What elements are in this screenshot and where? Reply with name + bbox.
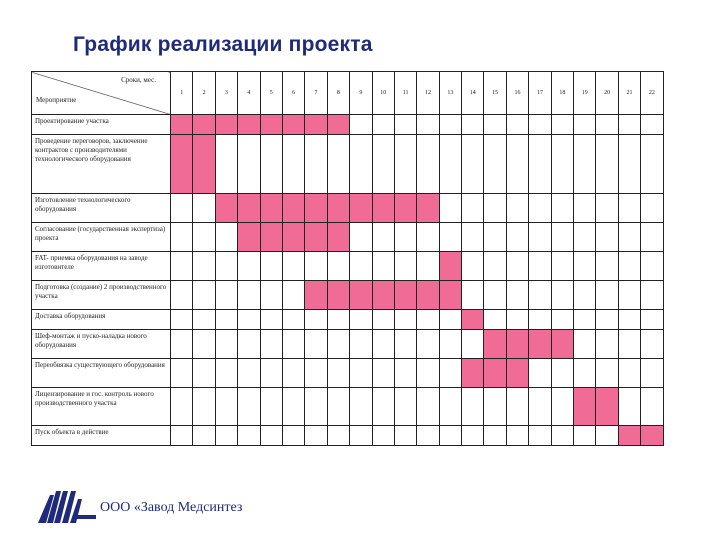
gantt-empty-cell [551, 310, 573, 330]
task-name: Шеф-монтаж и пуско-наладка нового оборудования [32, 330, 171, 359]
gantt-empty-cell [462, 135, 484, 194]
gantt-empty-cell [462, 252, 484, 281]
month-header-9: 9 [350, 72, 372, 115]
gantt-bar-cell [305, 115, 327, 135]
gantt-empty-cell [439, 223, 461, 252]
gantt-empty-cell [372, 252, 394, 281]
gantt-empty-cell [506, 252, 528, 281]
gantt-bar-cell [305, 223, 327, 252]
task-row [32, 426, 664, 446]
gantt-bar-cell [260, 223, 282, 252]
month-header-3: 3 [215, 72, 237, 115]
gantt-empty-cell [327, 359, 349, 388]
month-header-22: 22 [641, 72, 663, 115]
gantt-empty-cell [305, 310, 327, 330]
gantt-empty-cell [327, 388, 349, 426]
gantt-bar-cell [596, 388, 618, 426]
gantt-empty-cell [596, 194, 618, 223]
gantt-bar-cell [282, 223, 304, 252]
gantt-bar-cell [305, 281, 327, 310]
gantt-bar-cell [439, 281, 461, 310]
gantt-empty-cell [618, 330, 640, 359]
gantt-empty-cell [260, 252, 282, 281]
gantt-empty-cell [327, 330, 349, 359]
gantt-empty-cell [193, 252, 215, 281]
gantt-empty-cell [506, 115, 528, 135]
month-header-2: 2 [193, 72, 215, 115]
month-header-20: 20 [596, 72, 618, 115]
gantt-bar-cell [305, 194, 327, 223]
gantt-empty-cell [394, 115, 416, 135]
gantt-empty-cell [238, 310, 260, 330]
gantt-bar-cell [551, 330, 573, 359]
gantt-empty-cell [417, 252, 439, 281]
gantt-empty-cell [641, 252, 663, 281]
gantt-empty-cell [350, 252, 372, 281]
gantt-empty-cell [193, 359, 215, 388]
month-header-10: 10 [372, 72, 394, 115]
gantt-empty-cell [506, 310, 528, 330]
gantt-empty-cell [618, 281, 640, 310]
gantt-bar-cell [238, 223, 260, 252]
gantt-empty-cell [529, 281, 551, 310]
gantt-empty-cell [215, 330, 237, 359]
gantt-empty-cell [394, 426, 416, 446]
gantt-empty-cell [484, 426, 506, 446]
month-header-8: 8 [327, 72, 349, 115]
gantt-empty-cell [529, 359, 551, 388]
gantt-empty-cell [193, 426, 215, 446]
gantt-empty-cell [551, 359, 573, 388]
gantt-empty-cell [417, 310, 439, 330]
gantt-empty-cell [215, 426, 237, 446]
gantt-empty-cell [193, 330, 215, 359]
gantt-empty-cell [462, 223, 484, 252]
gantt-empty-cell [394, 135, 416, 194]
gantt-bar-cell [462, 359, 484, 388]
gantt-empty-cell [618, 359, 640, 388]
gantt-empty-cell [372, 310, 394, 330]
gantt-empty-cell [574, 426, 596, 446]
gantt-bar-cell [215, 115, 237, 135]
gantt-bar-cell [327, 223, 349, 252]
gantt-empty-cell [417, 135, 439, 194]
gantt-empty-cell [215, 135, 237, 194]
gantt-empty-cell [282, 426, 304, 446]
gantt-empty-cell [506, 281, 528, 310]
gantt-empty-cell [462, 330, 484, 359]
gantt-bar-cell [171, 135, 193, 194]
task-name: Проектирование участка [32, 115, 171, 135]
month-header-5: 5 [260, 72, 282, 115]
gantt-empty-cell [238, 135, 260, 194]
gantt-empty-cell [327, 310, 349, 330]
gantt-empty-cell [462, 426, 484, 446]
gantt-empty-cell [417, 388, 439, 426]
gantt-empty-cell [193, 194, 215, 223]
gantt-bar-cell [350, 281, 372, 310]
gantt-bar-cell [238, 194, 260, 223]
gantt-bar-cell [372, 281, 394, 310]
gantt-empty-cell [417, 426, 439, 446]
gantt-bar-cell [574, 388, 596, 426]
gantt-empty-cell [439, 359, 461, 388]
gantt-empty-cell [574, 135, 596, 194]
month-header-16: 16 [506, 72, 528, 115]
medsintez-logo [38, 489, 96, 523]
gantt-bar-cell [260, 115, 282, 135]
gantt-empty-cell [484, 281, 506, 310]
gantt-empty-cell [260, 330, 282, 359]
gantt-bar-cell [394, 281, 416, 310]
gantt-empty-cell [574, 310, 596, 330]
gantt-empty-cell [215, 281, 237, 310]
task-name: Изготовление технологического оборудования [32, 194, 171, 223]
gantt-empty-cell [417, 330, 439, 359]
gantt-empty-cell [260, 135, 282, 194]
gantt-bar-cell [439, 252, 461, 281]
gantt-empty-cell [551, 281, 573, 310]
gantt-empty-cell [305, 359, 327, 388]
gantt-empty-cell [171, 359, 193, 388]
month-header-1: 1 [171, 72, 193, 115]
task-row [32, 330, 664, 359]
header-terms-label: Сроки, мес. [121, 76, 156, 84]
gantt-empty-cell [529, 388, 551, 426]
gantt-empty-cell [215, 388, 237, 426]
gantt-empty-cell [260, 281, 282, 310]
gantt-empty-cell [574, 223, 596, 252]
gantt-empty-cell [260, 310, 282, 330]
gantt-empty-cell [439, 426, 461, 446]
gantt-empty-cell [282, 359, 304, 388]
gantt-empty-cell [529, 223, 551, 252]
month-header-21: 21 [618, 72, 640, 115]
gantt-empty-cell [551, 252, 573, 281]
gantt-empty-cell [215, 359, 237, 388]
gantt-bar-cell [417, 281, 439, 310]
gantt-bar-cell [327, 194, 349, 223]
task-name: Подготовка (создание) 2 производственного участка [32, 281, 171, 310]
gantt-empty-cell [484, 194, 506, 223]
gantt-bar-cell [417, 194, 439, 223]
month-header-19: 19 [574, 72, 596, 115]
month-header-13: 13 [439, 72, 461, 115]
header-row [32, 72, 664, 115]
gantt-empty-cell [596, 330, 618, 359]
gantt-empty-cell [529, 252, 551, 281]
gantt-empty-cell [394, 310, 416, 330]
gantt-bar-cell [618, 426, 640, 446]
gantt-empty-cell [238, 281, 260, 310]
gantt-empty-cell [484, 310, 506, 330]
gantt-empty-cell [394, 359, 416, 388]
gantt-bar-cell [506, 330, 528, 359]
gantt-empty-cell [641, 194, 663, 223]
task-row [32, 310, 664, 330]
company-name: ООО «Завод Медсинтез [100, 500, 243, 515]
gantt-bar-cell [215, 194, 237, 223]
gantt-empty-cell [260, 359, 282, 388]
gantt-empty-cell [372, 359, 394, 388]
gantt-empty-cell [260, 426, 282, 446]
gantt-bar-cell [282, 194, 304, 223]
gantt-empty-cell [305, 388, 327, 426]
header-events-label: Мероприятие [36, 96, 77, 104]
gantt-empty-cell [282, 330, 304, 359]
gantt-empty-cell [350, 359, 372, 388]
task-name: FAT- приемка оборудования на заводе изготовителе [32, 252, 171, 281]
gantt-empty-cell [350, 426, 372, 446]
gantt-empty-cell [551, 223, 573, 252]
gantt-empty-cell [529, 194, 551, 223]
gantt-empty-cell [484, 223, 506, 252]
gantt-empty-cell [372, 115, 394, 135]
gantt-bar-cell [193, 135, 215, 194]
task-row [32, 223, 664, 252]
month-header-4: 4 [238, 72, 260, 115]
gantt-empty-cell [439, 194, 461, 223]
gantt-empty-cell [618, 252, 640, 281]
gantt-empty-cell [462, 115, 484, 135]
month-header-17: 17 [529, 72, 551, 115]
gantt-empty-cell [350, 223, 372, 252]
gantt-empty-cell [618, 115, 640, 135]
month-header-6: 6 [282, 72, 304, 115]
gantt-empty-cell [439, 135, 461, 194]
gantt-empty-cell [171, 310, 193, 330]
gantt-empty-cell [193, 388, 215, 426]
gantt-empty-cell [327, 252, 349, 281]
gantt-empty-cell [484, 252, 506, 281]
gantt-empty-cell [282, 388, 304, 426]
task-name: Согласование (государственная экспертиза) проекта [32, 223, 171, 252]
gantt-empty-cell [305, 330, 327, 359]
gantt-bar-cell [327, 281, 349, 310]
gantt-empty-cell [282, 252, 304, 281]
gantt-empty-cell [641, 135, 663, 194]
gantt-empty-cell [506, 135, 528, 194]
task-row [32, 252, 664, 281]
gantt-bar-cell [171, 115, 193, 135]
gantt-empty-cell [462, 194, 484, 223]
gantt-empty-cell [596, 223, 618, 252]
task-name: Доставка оборудования [32, 310, 171, 330]
gantt-empty-cell [171, 223, 193, 252]
task-name: Лицензирование и гос. контроль нового производственного участка [32, 388, 171, 426]
task-row [32, 281, 664, 310]
task-name: Переобвязка существующего оборудования [32, 359, 171, 388]
gantt-empty-cell [238, 388, 260, 426]
gantt-bar-cell [327, 115, 349, 135]
gantt-empty-cell [350, 310, 372, 330]
gantt-empty-cell [282, 281, 304, 310]
gantt-empty-cell [574, 115, 596, 135]
gantt-empty-cell [260, 388, 282, 426]
gantt-empty-cell [462, 281, 484, 310]
gantt-empty-cell [327, 135, 349, 194]
gantt-empty-cell [238, 426, 260, 446]
gantt-empty-cell [506, 223, 528, 252]
gantt-empty-cell [372, 388, 394, 426]
gantt-empty-cell [506, 194, 528, 223]
gantt-bar-cell [529, 330, 551, 359]
gantt-empty-cell [193, 223, 215, 252]
gantt-bar-cell [372, 194, 394, 223]
gantt-empty-cell [574, 281, 596, 310]
gantt-empty-cell [282, 310, 304, 330]
gantt-empty-cell [350, 330, 372, 359]
gantt-empty-cell [193, 310, 215, 330]
gantt-empty-cell [439, 330, 461, 359]
gantt-empty-cell [282, 135, 304, 194]
gantt-empty-cell [618, 388, 640, 426]
header-corner-cell [32, 72, 171, 115]
gantt-empty-cell [596, 281, 618, 310]
gantt-empty-cell [551, 426, 573, 446]
gantt-empty-cell [394, 252, 416, 281]
gantt-empty-cell [618, 194, 640, 223]
gantt-empty-cell [327, 426, 349, 446]
gantt-empty-cell [372, 426, 394, 446]
gantt-empty-cell [394, 330, 416, 359]
gantt-empty-cell [484, 388, 506, 426]
gantt-empty-cell [574, 194, 596, 223]
task-row [32, 194, 664, 223]
gantt-empty-cell [238, 330, 260, 359]
gantt-empty-cell [551, 194, 573, 223]
task-name: Проведение переговоров, заключение контрактов с производителями технологического оборудования [32, 135, 171, 194]
gantt-empty-cell [506, 388, 528, 426]
gantt-empty-cell [215, 310, 237, 330]
gantt-empty-cell [215, 223, 237, 252]
gantt-empty-cell [641, 388, 663, 426]
gantt-empty-cell [574, 330, 596, 359]
task-name: Пуск объекта в действие [32, 426, 171, 446]
gantt-empty-cell [596, 115, 618, 135]
task-row [32, 135, 664, 194]
gantt-empty-cell [305, 252, 327, 281]
gantt-empty-cell [529, 310, 551, 330]
gantt-empty-cell [641, 330, 663, 359]
gantt-empty-cell [641, 359, 663, 388]
gantt-empty-cell [574, 359, 596, 388]
gantt-empty-cell [641, 281, 663, 310]
gantt-empty-cell [171, 388, 193, 426]
task-row [32, 115, 664, 135]
gantt-empty-cell [574, 252, 596, 281]
gantt-empty-cell [305, 426, 327, 446]
gantt-empty-cell [484, 135, 506, 194]
gantt-bar-cell [238, 115, 260, 135]
gantt-bar-cell [641, 426, 663, 446]
gantt-empty-cell [551, 135, 573, 194]
month-header-15: 15 [484, 72, 506, 115]
gantt-empty-cell [417, 223, 439, 252]
gantt-bar-cell [484, 330, 506, 359]
gantt-empty-cell [596, 310, 618, 330]
gantt-bar-cell [462, 310, 484, 330]
task-row [32, 388, 664, 426]
gantt-empty-cell [618, 223, 640, 252]
gantt-table [31, 71, 664, 446]
gantt-empty-cell [618, 135, 640, 194]
month-header-12: 12 [417, 72, 439, 115]
gantt-empty-cell [372, 330, 394, 359]
gantt-chart [31, 71, 664, 446]
gantt-empty-cell [171, 426, 193, 446]
gantt-empty-cell [618, 310, 640, 330]
gantt-bar-cell [484, 359, 506, 388]
gantt-empty-cell [596, 359, 618, 388]
gantt-empty-cell [641, 115, 663, 135]
task-row [32, 359, 664, 388]
gantt-empty-cell [171, 194, 193, 223]
gantt-bar-cell [260, 194, 282, 223]
gantt-bar-cell [193, 115, 215, 135]
gantt-empty-cell [171, 330, 193, 359]
gantt-empty-cell [529, 115, 551, 135]
gantt-empty-cell [238, 359, 260, 388]
gantt-empty-cell [417, 359, 439, 388]
gantt-empty-cell [350, 388, 372, 426]
gantt-empty-cell [596, 426, 618, 446]
gantt-empty-cell [484, 115, 506, 135]
gantt-empty-cell [529, 135, 551, 194]
gantt-empty-cell [417, 115, 439, 135]
month-header-7: 7 [305, 72, 327, 115]
gantt-empty-cell [171, 281, 193, 310]
gantt-empty-cell [372, 135, 394, 194]
gantt-bar-cell [506, 359, 528, 388]
gantt-empty-cell [439, 115, 461, 135]
gantt-empty-cell [641, 223, 663, 252]
gantt-bar-cell [394, 194, 416, 223]
month-header-18: 18 [551, 72, 573, 115]
gantt-empty-cell [350, 115, 372, 135]
gantt-empty-cell [215, 252, 237, 281]
gantt-empty-cell [596, 252, 618, 281]
gantt-empty-cell [439, 388, 461, 426]
gantt-empty-cell [305, 135, 327, 194]
gantt-empty-cell [193, 281, 215, 310]
gantt-bar-cell [282, 115, 304, 135]
month-header-14: 14 [462, 72, 484, 115]
page-title: График реализации проекта [73, 33, 373, 56]
gantt-empty-cell [171, 252, 193, 281]
gantt-empty-cell [462, 388, 484, 426]
gantt-empty-cell [529, 426, 551, 446]
gantt-empty-cell [551, 388, 573, 426]
gantt-empty-cell [372, 223, 394, 252]
gantt-empty-cell [641, 310, 663, 330]
gantt-bar-cell [350, 194, 372, 223]
gantt-empty-cell [596, 135, 618, 194]
gantt-empty-cell [551, 115, 573, 135]
month-header-11: 11 [394, 72, 416, 115]
gantt-empty-cell [350, 135, 372, 194]
gantt-empty-cell [394, 223, 416, 252]
gantt-empty-cell [506, 426, 528, 446]
gantt-empty-cell [238, 252, 260, 281]
gantt-empty-cell [439, 310, 461, 330]
gantt-empty-cell [394, 388, 416, 426]
